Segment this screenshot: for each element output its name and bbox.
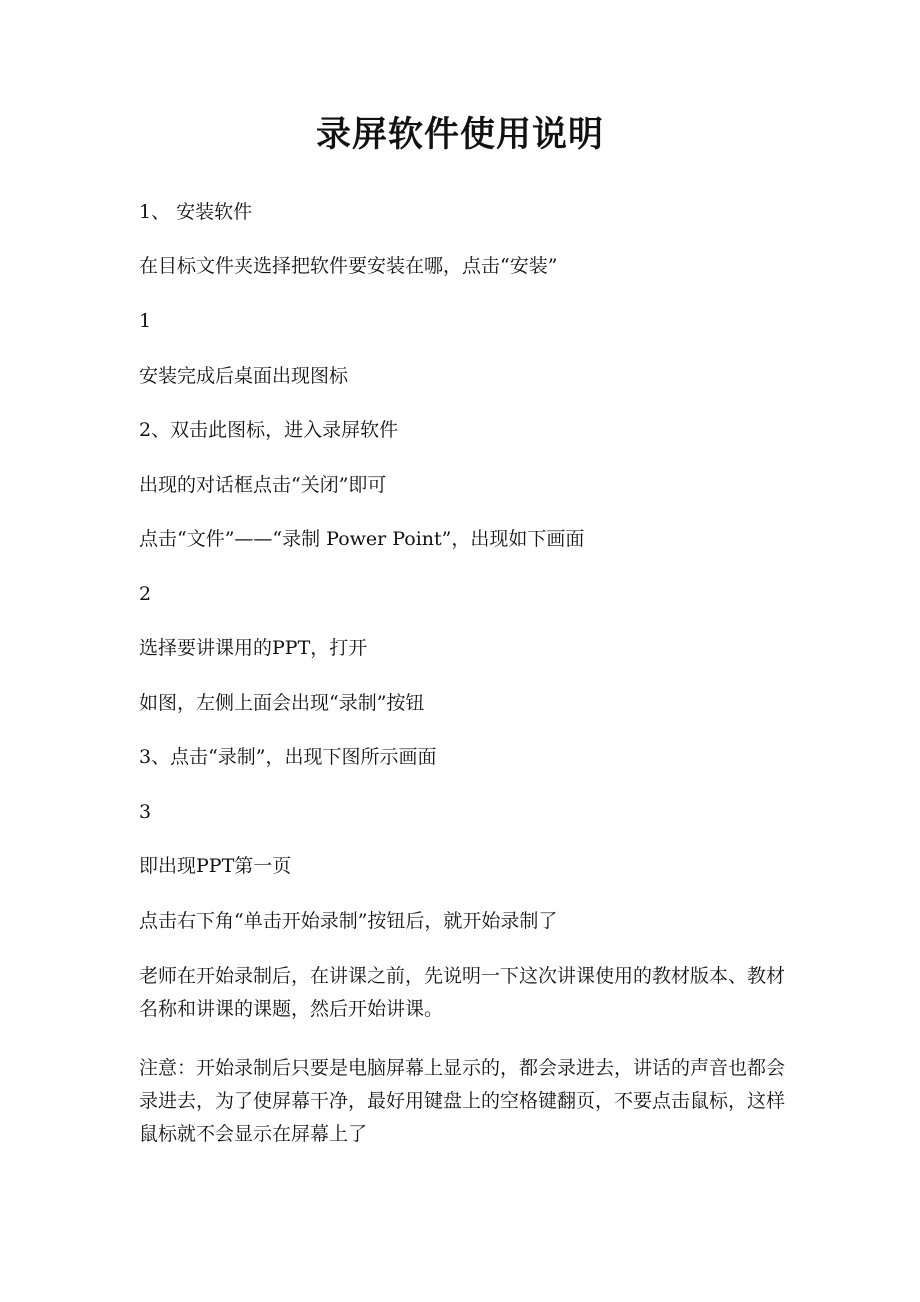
figure-label-2: 2 xyxy=(139,583,152,605)
figure-label-3: 3 xyxy=(139,801,152,823)
paragraph-close-dialog: 出现的对话框点击“关闭”即可 xyxy=(139,474,387,496)
paragraph-install-complete: 安装完成后桌面出现图标 xyxy=(139,365,349,387)
paragraph-record-button: 如图，左侧上面会出现“录制”按钮 xyxy=(139,692,425,714)
page-title: 录屏软件使用说明 xyxy=(315,114,604,155)
paragraph-start-recording: 点击右下角“单击开始录制”按钮后，就开始录制了 xyxy=(139,910,558,932)
figure-label-1: 1 xyxy=(139,310,152,332)
paragraph-teacher-instructions: 老师在开始录制后，在讲课之前，先说明一下这次讲课使用的教材版本、教材名称和讲课的课题，然后开始讲课。 xyxy=(139,965,786,1020)
paragraph-step-2-heading: 2、双击此图标，进入录屏软件 xyxy=(139,419,399,441)
paragraph-select-ppt: 选择要讲课用的PPT，打开 xyxy=(139,637,368,659)
paragraph-step-3-heading: 3、点击“录制”，出现下图所示画面 xyxy=(139,746,437,768)
paragraph-record-powerpoint: 点击“文件”——“录制 Power Point”，出现如下画面 xyxy=(139,528,585,550)
paragraph-note: 注意：开始录制后只要是电脑屏幕上显示的，都会录进去，讲话的声音也都会录进去，为了使屏幕干净，最好用键盘上的空格键翻页，不要点击鼠标，这样鼠标就不会显示在屏幕上了 xyxy=(139,1057,786,1145)
paragraph-step-1-heading: 1、 安装软件 xyxy=(139,201,253,223)
paragraph-first-slide: 即出现PPT第一页 xyxy=(139,855,292,877)
paragraph-install-location: 在目标文件夹选择把软件要安装在哪，点击“安装” xyxy=(139,255,558,277)
